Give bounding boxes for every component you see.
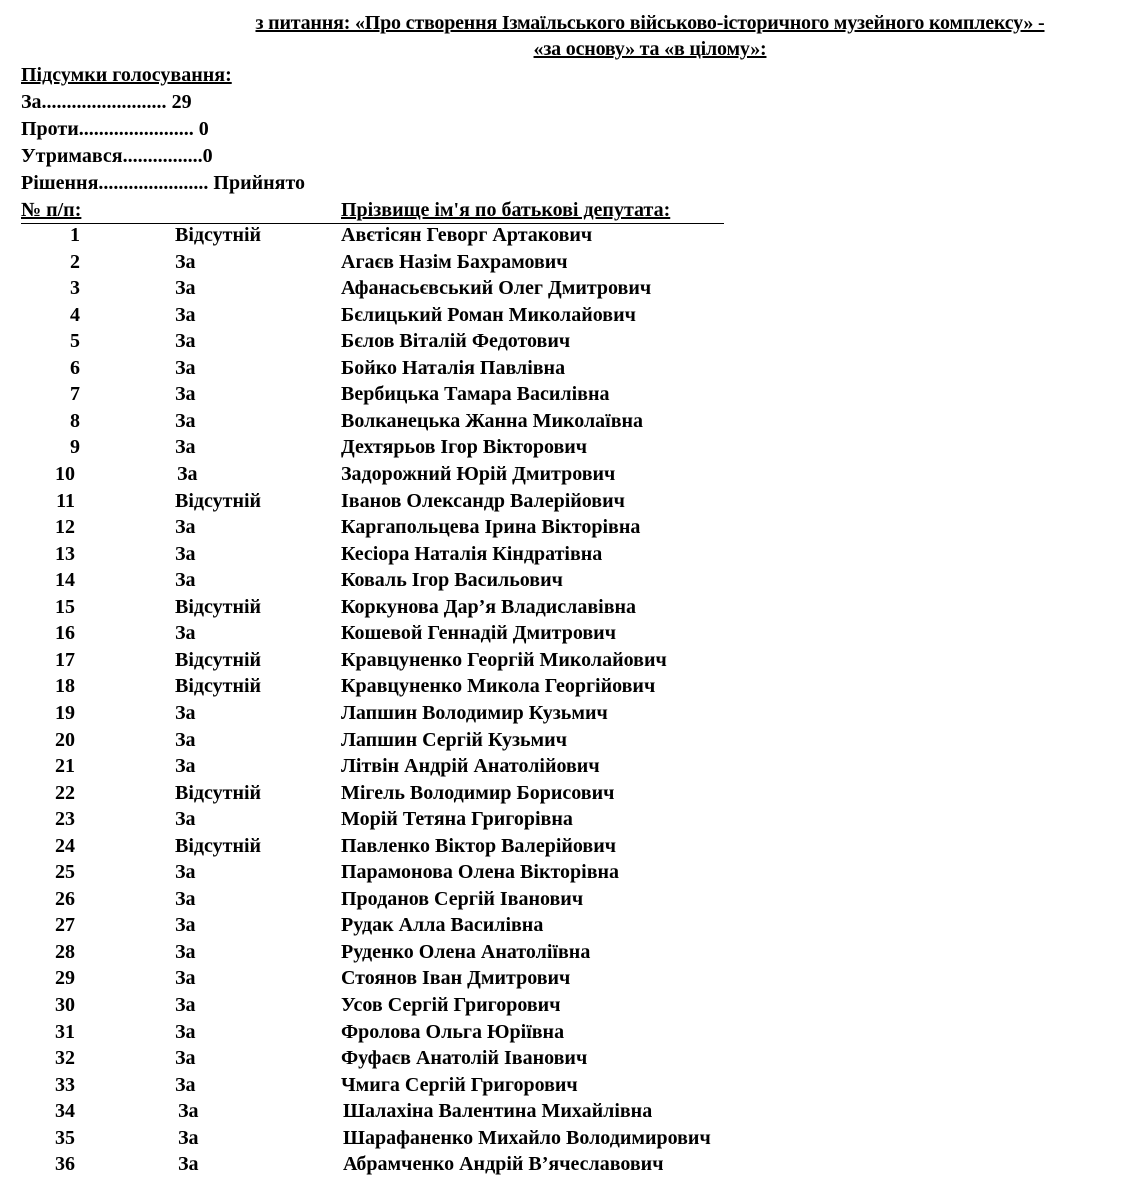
row-number: 4 [70,303,80,326]
row-number: 17 [55,648,75,671]
row-vote: Відсутній [175,834,262,857]
table-row [0,410,1145,436]
row-deputy-name: Усов Сергій Григорович [341,994,561,1016]
table-row [0,436,1145,462]
row-number: 34 [55,1100,75,1123]
table-row [0,224,1145,250]
row-number: 7 [70,383,80,406]
row-deputy-name: Афанасьєвський Олег Дмитрович [341,277,652,300]
row-deputy-name: Дехтярьов Ігор Вікторович [341,436,588,459]
row-vote: За [175,409,196,432]
row-deputy-name: Парамонова Олена Вікторівна [341,861,620,884]
row-vote: За [175,728,196,751]
table-row [0,755,1145,781]
row-vote: За [178,1153,199,1176]
row-deputy-name: Іванов Олександр Валерійович [341,489,625,512]
table-row [0,463,1145,489]
row-vote: За [175,542,196,565]
row-number: 6 [70,356,80,379]
table-row [0,1100,1145,1126]
table-row [0,1047,1145,1073]
row-number: 20 [55,728,75,751]
table-row [0,622,1145,648]
table-row [0,861,1145,887]
row-number: 5 [70,330,80,353]
row-deputy-name: Чмига Сергій Григорович [341,1073,578,1096]
column-header-deputy-name: Прізвище ім'я по батькові депутата: [341,199,671,221]
summary-decision-value: Прийнято [213,172,306,194]
table-row [0,251,1145,277]
row-number: 13 [55,542,75,565]
row-vote: За [175,755,196,777]
summary-abstained-label: Утримався................ [21,145,203,167]
row-number: 24 [55,834,75,857]
row-vote: За [175,887,196,910]
row-number: 35 [55,1126,75,1149]
row-number: 11 [56,489,75,512]
row-number: 29 [55,967,75,990]
row-vote: За [177,463,198,485]
row-vote: Відсутній [175,489,262,512]
summary-decision-label: Рішення...................... [21,172,209,194]
row-deputy-name: Рудак Алла Василівна [341,914,544,937]
row-deputy-name: Руденко Олена Анатоліївна [341,940,591,963]
row-deputy-name: Авєтісян Геворг Артакович [341,224,593,246]
row-number: 9 [70,436,80,459]
table-row [0,994,1145,1020]
row-number: 18 [55,675,75,698]
row-deputy-name: Фуфаєв Анатолій Іванович [341,1047,588,1070]
row-vote: За [175,1020,196,1043]
row-deputy-name: Шалахіна Валентина Михайлівна [343,1100,653,1123]
row-number: 28 [55,940,75,963]
row-vote: За [178,1100,199,1123]
row-vote: За [175,622,196,645]
row-number: 26 [55,887,75,910]
table-row [0,888,1145,914]
table-row [0,729,1145,755]
row-deputy-name: Коваль Ігор Васильович [341,569,563,592]
table-row [0,516,1145,542]
row-deputy-name: Стоянов Іван Дмитрович [341,967,571,990]
row-deputy-name: Кесіора Наталія Кіндратівна [341,542,603,565]
row-vote: Відсутній [175,675,262,698]
row-vote: За [175,967,196,990]
row-vote: За [175,994,196,1016]
table-row [0,808,1145,834]
row-deputy-name: Абрамченко Андрій В’ячеславович [343,1153,664,1176]
row-number: 15 [55,595,75,618]
row-deputy-name: Бєлицький Роман Миколайович [341,303,636,326]
row-vote: Відсутній [175,595,262,618]
table-row [0,1021,1145,1047]
row-number: 36 [55,1153,75,1176]
row-deputy-name: Шарафаненко Михайло Володимирович [343,1126,711,1149]
row-deputy-name: Лапшин Володимир Кузьмич [341,701,608,724]
summary-for-value: 29 [171,91,192,113]
table-row [0,383,1145,409]
row-number: 23 [55,808,75,831]
row-deputy-name: Мігель Володимир Борисович [341,781,615,804]
table-row [0,490,1145,516]
row-vote: За [175,383,196,406]
row-vote: За [178,1126,199,1149]
table-row [0,543,1145,569]
row-vote: За [175,356,196,379]
row-vote: За [175,277,196,300]
row-number: 30 [55,994,75,1016]
row-vote: За [175,861,196,884]
row-vote: За [175,330,196,353]
table-row [0,835,1145,861]
row-number: 1 [70,224,80,246]
row-number: 22 [55,781,75,804]
voting-summary-heading: Підсумки голосування: [21,64,232,86]
row-deputy-name: Бойко Наталія Павлівна [341,356,566,379]
table-row [0,569,1145,595]
row-number: 16 [55,622,75,645]
row-number: 19 [55,701,75,724]
row-vote: За [175,914,196,937]
row-deputy-name: Проданов Сергій Іванович [341,887,584,910]
row-vote: Відсутній [175,648,262,671]
table-row [0,702,1145,728]
row-vote: Відсутній [175,224,262,246]
document-title-line-1: з питання: «Про створення Ізмаїльського військово-історичного музейного комплексу» - [255,12,1045,34]
summary-against-label: Проти....................... [21,118,194,140]
row-number: 21 [55,755,75,777]
row-number: 25 [55,861,75,884]
row-number: 10 [55,463,75,485]
row-vote: Відсутній [175,781,262,804]
row-number: 2 [70,250,80,273]
row-vote: За [175,436,196,459]
row-deputy-name: Кравцуненко Микола Георгійович [341,675,656,698]
row-number: 3 [70,277,80,300]
row-deputy-name: Павленко Віктор Валерійович [341,834,616,857]
table-row [0,1153,1145,1179]
table-row [0,782,1145,808]
table-row [0,649,1145,675]
table-row [0,675,1145,701]
row-deputy-name: Вербицька Тамара Василівна [341,383,610,406]
table-row [0,1074,1145,1100]
table-row [0,357,1145,383]
summary-for-label: За......................... [21,91,167,113]
row-vote: За [175,701,196,724]
row-deputy-name: Фролова Ольга Юріївна [341,1020,565,1043]
table-row [0,1127,1145,1153]
row-vote: За [175,1073,196,1096]
row-vote: За [175,303,196,326]
row-deputy-name: Коркунова Дар’я Владиславівна [341,595,637,618]
row-deputy-name: Кошевой Геннадій Дмитрович [341,622,616,645]
row-deputy-name: Лапшин Сергій Кузьмич [341,728,567,751]
row-vote: За [175,808,196,831]
row-number: 32 [55,1047,75,1070]
row-deputy-name: Волканецька Жанна Миколаївна [341,409,644,432]
summary-against-value: 0 [198,118,209,140]
table-row [0,914,1145,940]
row-deputy-name: Бєлов Віталій Федотович [341,330,571,353]
row-deputy-name: Задорожний Юрій Дмитрович [341,463,616,485]
table-row [0,941,1145,967]
table-row [0,277,1145,303]
summary-abstained-value: 0 [202,145,213,167]
row-number: 12 [55,516,75,538]
row-number: 14 [55,569,75,592]
row-deputy-name: Морій Тетяна Григорівна [341,808,573,831]
row-vote: За [175,250,196,273]
row-number: 8 [70,409,80,432]
table-row [0,967,1145,993]
row-vote: За [175,569,196,592]
row-number: 31 [55,1020,75,1043]
row-number: 27 [55,914,75,937]
row-vote: За [175,1047,196,1070]
table-row [0,330,1145,356]
table-row [0,304,1145,330]
row-vote: За [175,940,196,963]
row-deputy-name: Каргапольцева Ірина Вікторівна [341,516,641,538]
row-number: 33 [55,1073,75,1096]
row-deputy-name: Агаєв Назім Бахрамович [341,250,568,273]
document-title-line-2: «за основу» та «в цілому»: [533,38,767,60]
row-deputy-name: Літвін Андрій Анатолійович [341,755,600,777]
table-row [0,596,1145,622]
row-vote: За [175,516,196,538]
row-deputy-name: Кравцуненко Георгій Миколайович [341,648,667,671]
column-header-number: № п/п: [21,199,82,221]
